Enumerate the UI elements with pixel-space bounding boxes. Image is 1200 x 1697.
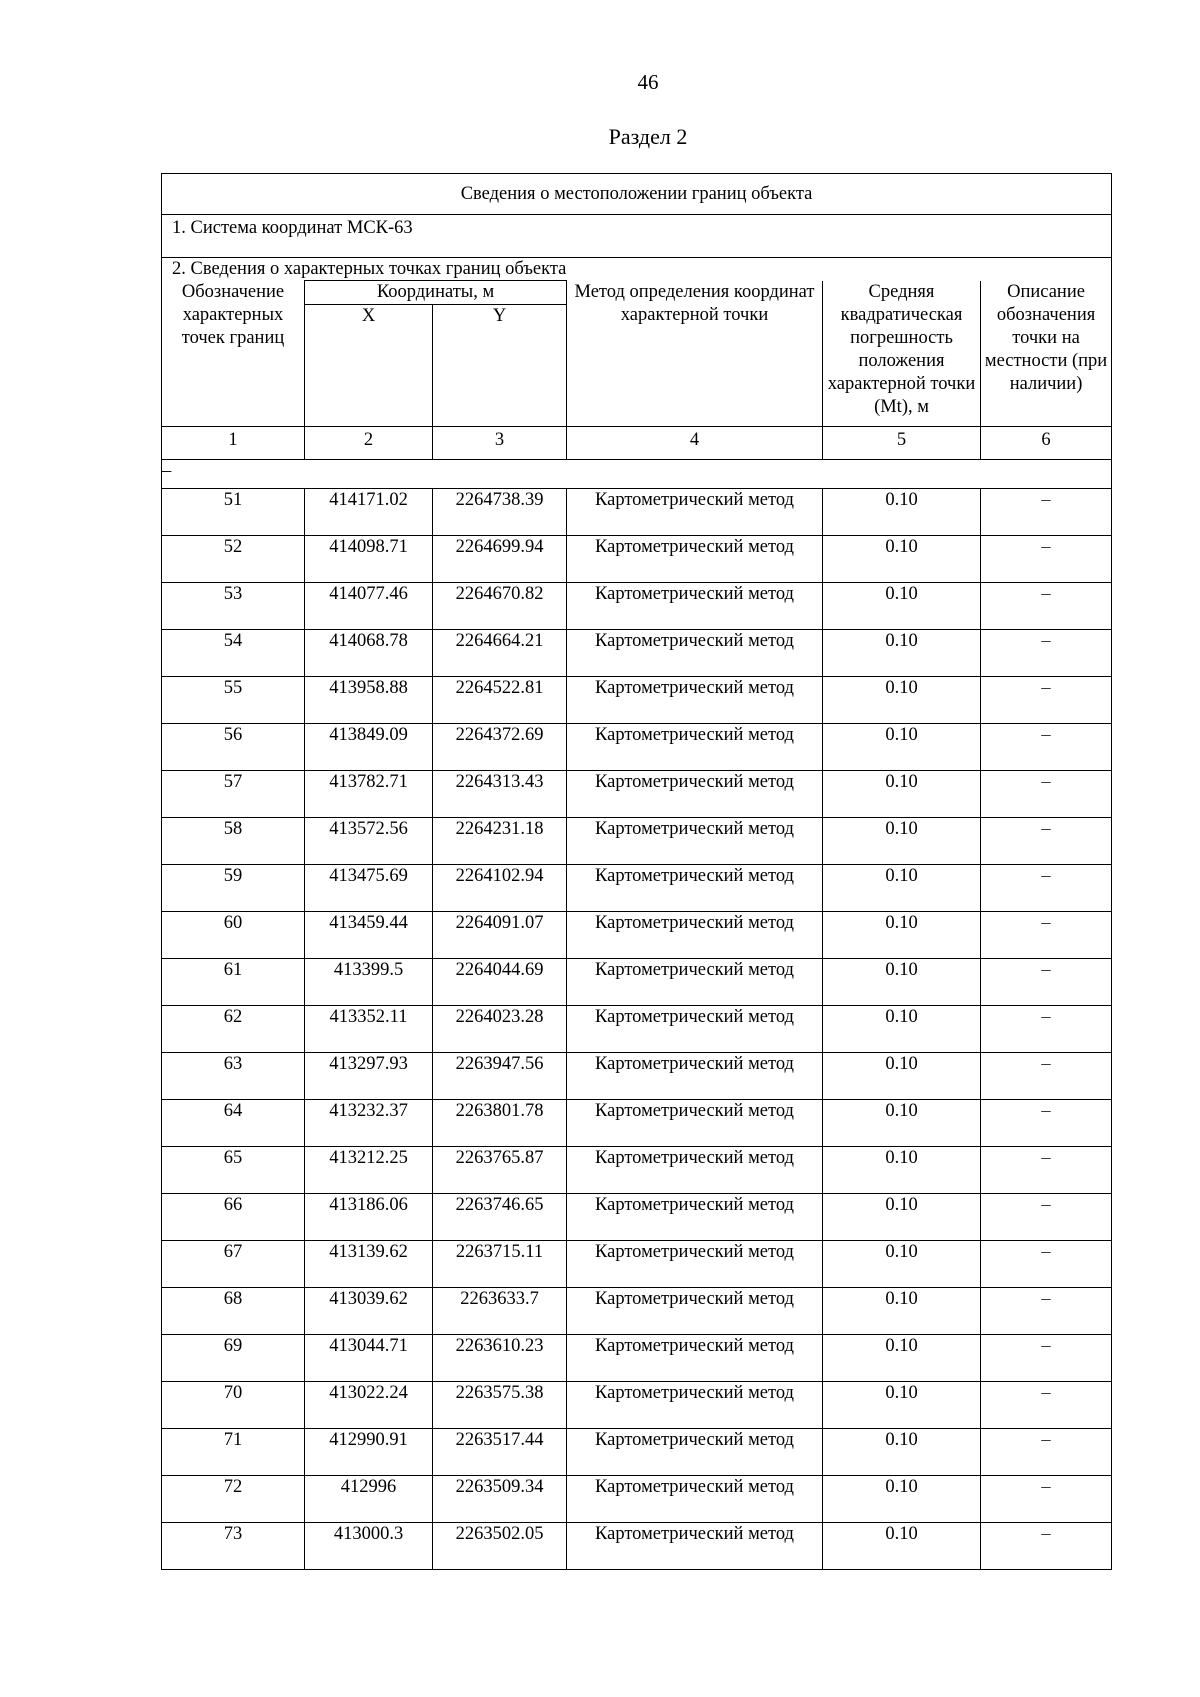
description-cell: – [981,1193,1112,1240]
y-coordinate: 2264522.81 [433,676,567,723]
column-number: 6 [981,426,1112,459]
description-cell: – [981,1052,1112,1099]
y-coordinate: 2264372.69 [433,723,567,770]
point-id: 58 [162,817,305,864]
y-coordinate: 2264664.21 [433,629,567,676]
error-cell: 0.10 [823,958,981,1005]
description-cell: – [981,629,1112,676]
table-row [162,770,1112,817]
y-coordinate: 2264044.69 [433,958,567,1005]
method-cell: Картометрический метод [567,1193,823,1240]
y-coordinate: 2264231.18 [433,817,567,864]
point-id: 72 [162,1475,305,1522]
error-cell: 0.10 [823,770,981,817]
description-cell: – [981,723,1112,770]
y-coordinate: 2264738.39 [433,488,567,535]
column-number-row [162,426,1112,459]
method-cell: Картометрический метод [567,864,823,911]
description-cell: – [981,582,1112,629]
y-coordinate: 2264091.07 [433,911,567,958]
x-coordinate: 413212.25 [305,1146,433,1193]
error-cell: 0.10 [823,1428,981,1475]
table-row [162,1240,1112,1287]
error-cell: 0.10 [823,1475,981,1522]
method-cell: Картометрический метод [567,1240,823,1287]
point-id: 70 [162,1381,305,1428]
header-error: Средняя квадратическая погрешность положения характерной точки (Mt), м [823,281,981,427]
table-row [162,535,1112,582]
column-number: 2 [305,426,433,459]
table-row [162,1193,1112,1240]
x-coordinate: 413297.93 [305,1052,433,1099]
y-coordinate: 2263801.78 [433,1099,567,1146]
error-cell: 0.10 [823,1334,981,1381]
y-coordinate: 2263633.7 [433,1287,567,1334]
error-cell: 0.10 [823,723,981,770]
point-id: 69 [162,1334,305,1381]
point-id: 68 [162,1287,305,1334]
error-cell: 0.10 [823,582,981,629]
x-coordinate: 414077.46 [305,582,433,629]
error-cell: 0.10 [823,535,981,582]
point-id: 65 [162,1146,305,1193]
method-cell: Картометрический метод [567,770,823,817]
point-id: 57 [162,770,305,817]
description-cell: – [981,535,1112,582]
x-coordinate: 413459.44 [305,911,433,958]
section-title: Раздел 2 [608,124,688,149]
point-id: 51 [162,488,305,535]
boundary-points-table [161,173,1112,1570]
x-coordinate: 414171.02 [305,488,433,535]
error-cell: 0.10 [823,1240,981,1287]
description-cell: – [981,1005,1112,1052]
table-row [162,958,1112,1005]
subheader-dash: – [162,459,1112,488]
x-coordinate: 413475.69 [305,864,433,911]
method-cell: Картометрический метод [567,1052,823,1099]
table-row [162,1428,1112,1475]
method-cell: Картометрический метод [567,1475,823,1522]
error-cell: 0.10 [823,629,981,676]
table-row [162,488,1112,535]
point-id: 67 [162,1240,305,1287]
x-coordinate: 412990.91 [305,1428,433,1475]
error-cell: 0.10 [823,864,981,911]
point-id: 63 [162,1052,305,1099]
table-row [162,629,1112,676]
point-id: 73 [162,1522,305,1569]
method-cell: Картометрический метод [567,958,823,1005]
description-cell: – [981,911,1112,958]
description-cell: – [981,1334,1112,1381]
method-cell: Картометрический метод [567,1005,823,1052]
point-id: 66 [162,1193,305,1240]
method-cell: Картометрический метод [567,629,823,676]
x-coordinate: 413352.11 [305,1005,433,1052]
table-row [162,676,1112,723]
x-coordinate: 412996 [305,1475,433,1522]
x-coordinate: 413039.62 [305,1287,433,1334]
coord-system-label: 1. Система координат МСК-63 [162,215,1112,258]
x-coordinate: 413022.24 [305,1381,433,1428]
table-row [162,1005,1112,1052]
column-number: 4 [567,426,823,459]
header-y: Y [433,305,567,427]
y-coordinate: 2263746.65 [433,1193,567,1240]
description-cell: – [981,1099,1112,1146]
y-coordinate: 2263715.11 [433,1240,567,1287]
x-coordinate: 413000.3 [305,1522,433,1569]
error-cell: 0.10 [823,1099,981,1146]
error-cell: 0.10 [823,911,981,958]
error-cell: 0.10 [823,488,981,535]
error-cell: 0.10 [823,1052,981,1099]
method-cell: Картометрический метод [567,676,823,723]
description-cell: – [981,864,1112,911]
x-coordinate: 413139.62 [305,1240,433,1287]
error-cell: 0.10 [823,676,981,723]
error-cell: 0.10 [823,817,981,864]
x-coordinate: 413572.56 [305,817,433,864]
description-cell: – [981,676,1112,723]
method-cell: Картометрический метод [567,582,823,629]
point-id: 71 [162,1428,305,1475]
point-id: 54 [162,629,305,676]
header-method: Метод определения координат характерной точки [567,281,823,427]
method-cell: Картометрический метод [567,535,823,582]
point-id: 61 [162,958,305,1005]
method-cell: Картометрический метод [567,488,823,535]
header-description: Описание обозначения точки на местности (при наличии) [981,281,1112,427]
point-id: 52 [162,535,305,582]
point-id: 59 [162,864,305,911]
method-cell: Картометрический метод [567,1428,823,1475]
description-cell: – [981,1522,1112,1569]
table-row [162,911,1112,958]
y-coordinate: 2264313.43 [433,770,567,817]
x-coordinate: 414098.71 [305,535,433,582]
header-coordinates: Координаты, м [305,281,567,305]
table-row [162,582,1112,629]
description-cell: – [981,1475,1112,1522]
method-cell: Картометрический метод [567,817,823,864]
table-row [162,817,1112,864]
column-number: 1 [162,426,305,459]
point-id: 56 [162,723,305,770]
page-number: 46 [637,70,659,94]
table-caption: Сведения о местоположении границ объекта [162,174,1112,215]
error-cell: 0.10 [823,1146,981,1193]
method-cell: Картометрический метод [567,1287,823,1334]
table-row [162,1475,1112,1522]
table-row [162,1287,1112,1334]
description-cell: – [981,1428,1112,1475]
x-coordinate: 413044.71 [305,1334,433,1381]
point-id: 53 [162,582,305,629]
description-cell: – [981,770,1112,817]
y-coordinate: 2263502.05 [433,1522,567,1569]
method-cell: Картометрический метод [567,1099,823,1146]
description-cell: – [981,817,1112,864]
method-cell: Картометрический метод [567,911,823,958]
error-cell: 0.10 [823,1193,981,1240]
method-cell: Картометрический метод [567,723,823,770]
y-coordinate: 2264670.82 [433,582,567,629]
table-row [162,1334,1112,1381]
x-coordinate: 413232.37 [305,1099,433,1146]
description-cell: – [981,958,1112,1005]
method-cell: Картометрический метод [567,1381,823,1428]
points-section-label: 2. Сведения о характерных точках границ объекта [162,258,1112,281]
column-number: 3 [433,426,567,459]
header-x: X [305,305,433,427]
point-id: 64 [162,1099,305,1146]
method-cell: Картометрический метод [567,1522,823,1569]
x-coordinate: 414068.78 [305,629,433,676]
table-row [162,864,1112,911]
description-cell: – [981,1381,1112,1428]
y-coordinate: 2263517.44 [433,1428,567,1475]
description-cell: – [981,1240,1112,1287]
table-row [162,1099,1112,1146]
description-cell: – [981,1287,1112,1334]
table-row [162,1522,1112,1569]
y-coordinate: 2264023.28 [433,1005,567,1052]
table-row [162,1052,1112,1099]
x-coordinate: 413958.88 [305,676,433,723]
error-cell: 0.10 [823,1287,981,1334]
table-row [162,723,1112,770]
y-coordinate: 2263575.38 [433,1381,567,1428]
method-cell: Картометрический метод [567,1334,823,1381]
x-coordinate: 413399.5 [305,958,433,1005]
method-cell: Картометрический метод [567,1146,823,1193]
y-coordinate: 2263947.56 [433,1052,567,1099]
error-cell: 0.10 [823,1005,981,1052]
table-row [162,1381,1112,1428]
y-coordinate: 2263610.23 [433,1334,567,1381]
y-coordinate: 2264699.94 [433,535,567,582]
x-coordinate: 413849.09 [305,723,433,770]
point-id: 60 [162,911,305,958]
x-coordinate: 413186.06 [305,1193,433,1240]
point-id: 55 [162,676,305,723]
y-coordinate: 2263509.34 [433,1475,567,1522]
error-cell: 0.10 [823,1522,981,1569]
y-coordinate: 2264102.94 [433,864,567,911]
error-cell: 0.10 [823,1381,981,1428]
column-number: 5 [823,426,981,459]
header-designation: Обозначение характерных точек границ [162,281,305,427]
description-cell: – [981,1146,1112,1193]
table-row [162,1146,1112,1193]
description-cell: – [981,488,1112,535]
x-coordinate: 413782.71 [305,770,433,817]
y-coordinate: 2263765.87 [433,1146,567,1193]
point-id: 62 [162,1005,305,1052]
